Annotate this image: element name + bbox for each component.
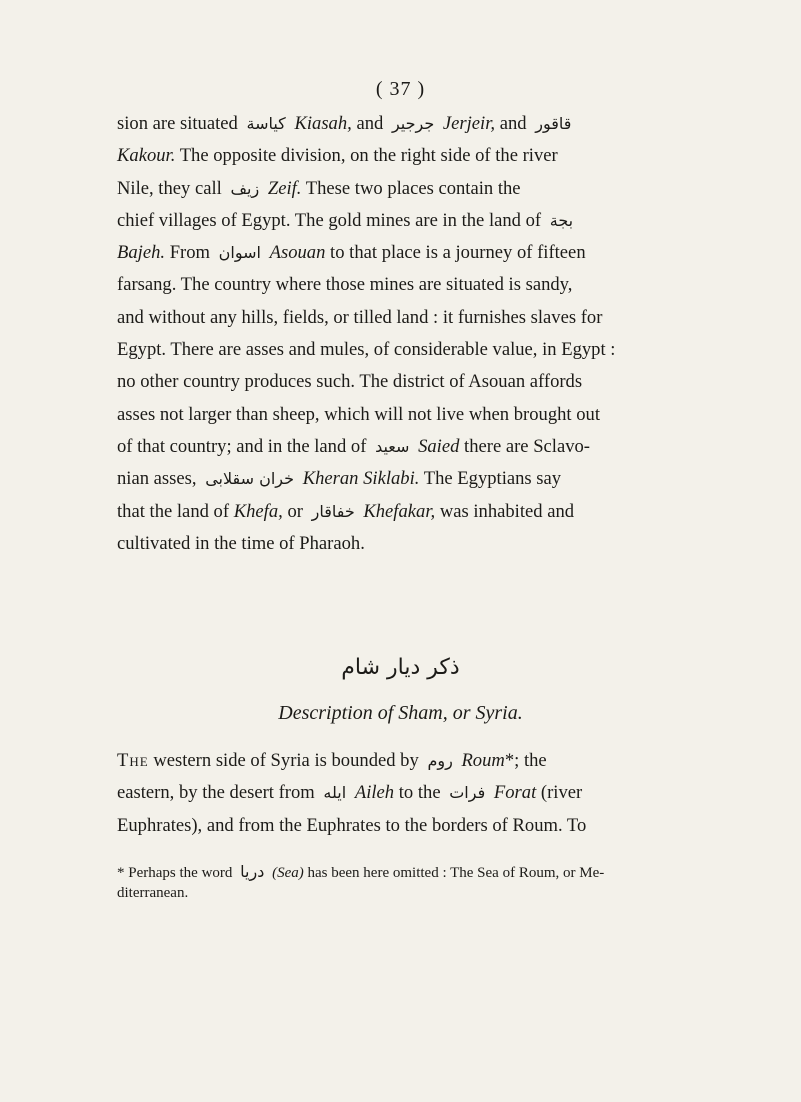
- arabic-word: قاقور: [535, 114, 572, 133]
- arabic-word: خران سقلابى: [205, 469, 295, 489]
- arabic-word: فرات: [449, 783, 486, 803]
- footnote-mark: *: [117, 865, 125, 881]
- text-line: farsang. The country where those mines are situated is sandy,: [117, 274, 573, 296]
- arabic-word: اسوان: [218, 243, 261, 263]
- text-line: Egypt. There are asses and mules, of considerable value, in Egypt :: [117, 339, 616, 361]
- text-line: that the land of Khefa, or خفاقار Khefakar, was inhabited and: [117, 500, 575, 522]
- arabic-word: ايله: [323, 783, 347, 803]
- text-line: chief villages of Egypt. The gold mines are in the land of بجة: [117, 205, 711, 237]
- section-heading-arabic: ذكر ديار شام: [341, 655, 460, 680]
- text-line: and without any hills, fields, or tilled land : it furnishes slaves for: [117, 306, 603, 328]
- paragraph-syria: [117, 745, 711, 842]
- arabic-word: سعيد: [375, 436, 410, 456]
- arabic-word: جرجير: [391, 114, 435, 133]
- footnote-line: * Perhaps the word دريا (Sea) has been here omitted : The Sea of Roum, or Me-: [117, 862, 605, 881]
- arabic-word: دريا: [240, 862, 265, 881]
- text-line: Bajeh. From اسوان Asouan to that place is a journey of fifteen: [117, 242, 586, 264]
- arabic-word: بجة: [549, 210, 574, 230]
- text-line: nian asses, خران سقلابى Kheran Siklabi. The Egyptians say: [117, 468, 562, 490]
- text-line: cultivated in the time of Pharaoh.: [117, 532, 365, 554]
- text-line: of that country; and in the land of سعيد Saied there are Sclavo-: [117, 435, 590, 457]
- text-line: The western side of Syria is bounded by روم Roum*; the: [117, 750, 547, 771]
- text-line: Kakour. The opposite division, on the right side of the river: [117, 145, 558, 167]
- paragraph-main: [117, 108, 711, 560]
- footnote-line: diterranean.: [117, 885, 189, 901]
- arabic-word: كياسة: [246, 114, 286, 133]
- text-line: eastern, by the desert from ايله Aileh to the فرات Forat (river: [117, 782, 583, 804]
- arabic-word: زيف: [230, 178, 260, 198]
- text-line: Euphrates), and from the Euphrates to the borders of Roum. To: [117, 814, 587, 836]
- section-heading: Description of Sham, or Syria.: [278, 702, 523, 724]
- drop-word: The: [117, 750, 149, 771]
- arabic-word: روم: [427, 751, 453, 770]
- text-line: Nile, they call زيف Zeif. These two places contain the: [117, 177, 521, 199]
- text-line: no other country produces such. The district of Asouan affords: [117, 371, 583, 393]
- page-number: ( 37 ): [375, 78, 426, 100]
- arabic-word: خفاقار: [311, 501, 355, 521]
- footnote: [117, 862, 711, 903]
- text-line: asses not larger than sheep, which will not live when brought out: [117, 403, 601, 425]
- text-line: sion are situated كياسة Kiasah, and جرجير Jerjeir, and قاقور: [117, 108, 711, 140]
